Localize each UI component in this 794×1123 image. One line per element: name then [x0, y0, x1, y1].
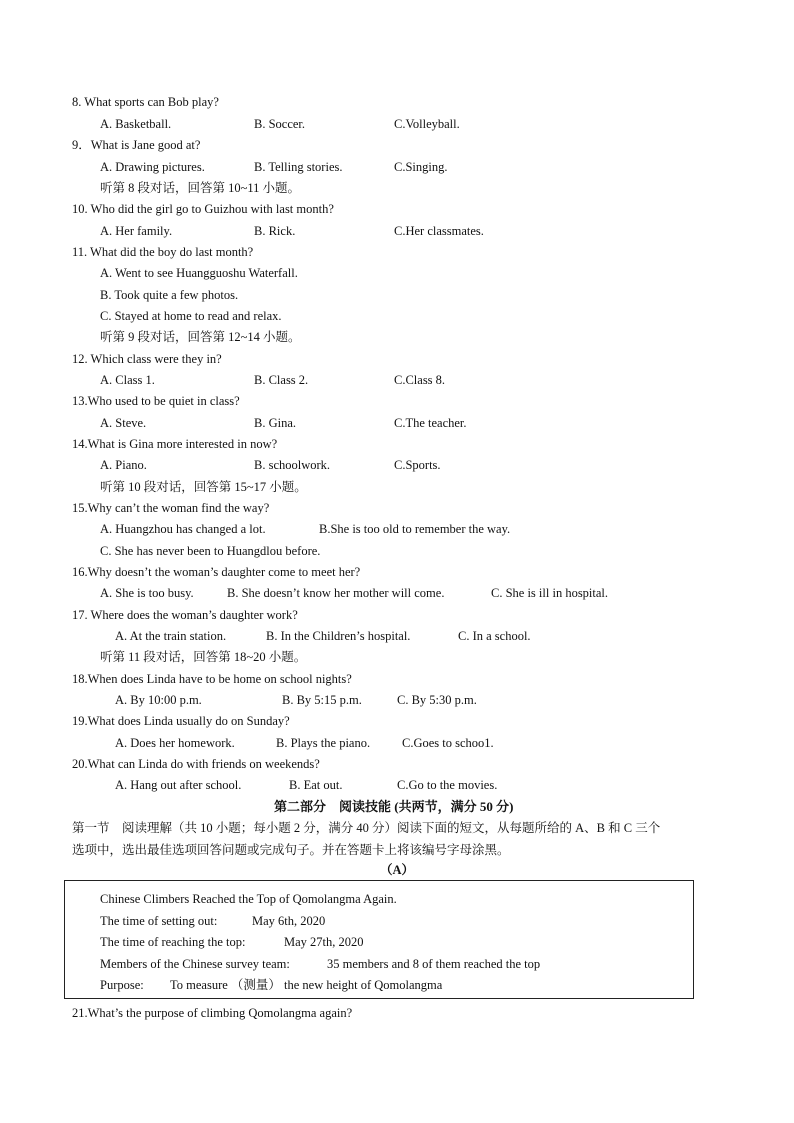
q8-option-c: C.Volleyball. [394, 117, 460, 131]
passage-a-label: （A） [380, 863, 415, 877]
q11-option-c: C. Stayed at home to read and relax. [100, 309, 282, 323]
q18-option-b: B. By 5:15 p.m. [282, 693, 362, 707]
box-row3-label: Members of the Chinese survey team: [100, 957, 290, 971]
box-row3-value: 35 members and 8 of them reached the top [327, 957, 541, 971]
question-12: 12. Which class were they in? [72, 352, 222, 366]
box-title: Chinese Climbers Reached the Top of Qomolangma Again. [100, 892, 397, 906]
q20-option-a: A. Hang out after school. [115, 778, 242, 792]
passage-a-info-box [64, 880, 694, 999]
q19-option-b: B. Plays the piano. [276, 736, 371, 750]
question-14: 14.What is Gina more interested in now? [72, 437, 278, 451]
q20-option-b: B. Eat out. [289, 778, 343, 792]
q17-option-b: B. In the Children’s hospital. [266, 629, 411, 643]
q15-option-b: B.She is too old to remember the way. [319, 522, 511, 536]
q16-option-b: B. She doesn’t know her mother will come. [227, 586, 445, 600]
box-row2-value: May 27th, 2020 [284, 935, 364, 949]
instruction-dialogue-9: 听第 9 段对话，回答第 12~14 小题。 [100, 330, 301, 344]
box-row1-value: May 6th, 2020 [252, 914, 326, 928]
q13-option-b: B. Gina. [254, 416, 297, 430]
question-15: 15.Why can’t the woman find the way? [72, 501, 270, 515]
instruction-dialogue-10: 听第 10 段对话，回答第 15~17 小题。 [100, 480, 307, 494]
q20-option-c: C.Go to the movies. [397, 778, 498, 792]
q14-option-a: A. Piano. [100, 458, 147, 472]
q18-option-c: C. By 5:30 p.m. [397, 693, 477, 707]
q14-option-b: B. schoolwork. [254, 458, 331, 472]
q18-option-a: A. By 10:00 p.m. [115, 693, 202, 707]
q12-option-a: A. Class 1. [100, 373, 155, 387]
q9-option-c: C.Singing. [394, 160, 448, 174]
box-row4-label: Purpose: [100, 978, 144, 992]
q17-option-c: C. In a school. [458, 629, 531, 643]
q14-option-c: C.Sports. [394, 458, 441, 472]
q8-option-a: A. Basketball. [100, 117, 172, 131]
q15-option-a: A. Huangzhou has changed a lot. [100, 522, 266, 536]
q10-option-a: A. Her family. [100, 224, 173, 238]
q16-option-a: A. She is too busy. [100, 586, 194, 600]
q16-option-c: C. She is ill in hospital. [491, 586, 609, 600]
question-18: 18.When does Linda have to be home on school nights? [72, 672, 352, 686]
q15-option-c: C. She has never been to Huangdlou before. [100, 544, 321, 558]
section1-instructions-line1: 第一节 阅读理解（共 10 小题；每小题 2 分，满分 40 分）阅读下面的短文，从每题所给的 A、B 和 C 三个 [72, 821, 661, 835]
box-row1-label: The time of setting out: [100, 914, 218, 928]
q9-option-b: B. Telling stories. [254, 160, 343, 174]
question-9: 9．What is Jane good at? [72, 138, 201, 152]
question-10: 10. Who did the girl go to Guizhou with last month? [72, 202, 334, 216]
instruction-dialogue-11: 听第 11 段对话，回答第 18~20 小题。 [100, 650, 307, 664]
q9-option-a: A. Drawing pictures. [100, 160, 205, 174]
question-17: 17. Where does the woman’s daughter work? [72, 608, 298, 622]
question-11: 11. What did the boy do last month? [72, 245, 254, 259]
question-16: 16.Why doesn’t the woman’s daughter come to meet her? [72, 565, 361, 579]
q10-option-c: C.Her classmates. [394, 224, 484, 238]
question-8: 8. What sports can Bob play? [72, 95, 219, 109]
q11-option-a: A. Went to see Huangguoshu Waterfall. [100, 266, 298, 280]
part2-heading: 第二部分 阅读技能 (共两节，满分 50 分) [274, 799, 514, 814]
q17-option-a: A. At the train station. [115, 629, 227, 643]
q12-option-b: B. Class 2. [254, 373, 309, 387]
q13-option-a: A. Steve. [100, 416, 147, 430]
section1-instructions-line2: 选项中，选出最佳选项回答问题或完成句子。并在答题卡上将该编号字母涂黑。 [72, 843, 510, 857]
box-row4-value: To measure （测量） the new height of Qomolangma [170, 978, 443, 992]
q12-option-c: C.Class 8. [394, 373, 446, 387]
question-21: 21.What’s the purpose of climbing Qomolangma again? [72, 1006, 353, 1020]
question-20: 20.What can Linda do with friends on weekends? [72, 757, 320, 771]
q19-option-a: A. Does her homework. [115, 736, 235, 750]
question-19: 19.What does Linda usually do on Sunday? [72, 714, 290, 728]
q11-option-b: B. Took quite a few photos. [100, 288, 239, 302]
q10-option-b: B. Rick. [254, 224, 296, 238]
question-13: 13.Who used to be quiet in class? [72, 394, 240, 408]
instruction-dialogue-8: 听第 8 段对话，回答第 10~11 小题。 [100, 181, 301, 195]
q13-option-c: C.The teacher. [394, 416, 467, 430]
q8-option-b: B. Soccer. [254, 117, 306, 131]
q19-option-c: C.Goes to schoo1. [402, 736, 494, 750]
box-row2-label: The time of reaching the top: [100, 935, 246, 949]
